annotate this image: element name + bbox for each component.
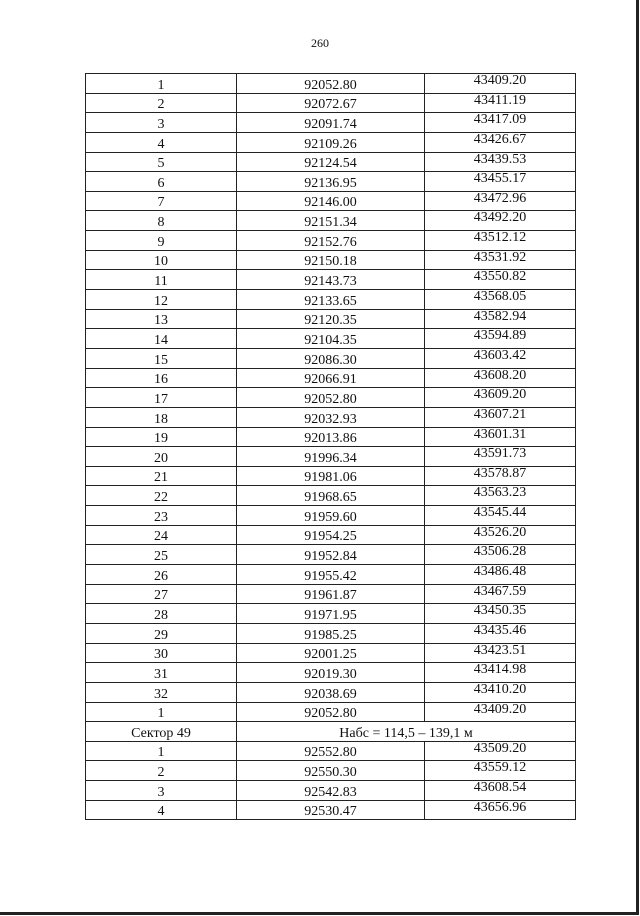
table-row (86, 427, 576, 447)
x-coordinate: 92052.80 (237, 74, 425, 94)
table-row (86, 231, 576, 251)
point-number: 7 (86, 191, 237, 211)
y-coordinate: 43656.96 (425, 800, 576, 820)
table-row (86, 113, 576, 133)
y-coordinate: 43417.09 (425, 113, 576, 133)
table-row (86, 388, 576, 408)
x-coordinate: 91955.42 (237, 565, 425, 585)
y-coordinate: 43568.05 (425, 290, 576, 310)
x-coordinate: 92091.74 (237, 113, 425, 133)
y-coordinate: 43435.46 (425, 623, 576, 643)
table-row (86, 702, 576, 722)
x-coordinate: 92066.91 (237, 368, 425, 388)
table-row (86, 663, 576, 683)
table-row (86, 93, 576, 113)
table-row (86, 604, 576, 624)
x-coordinate: 92072.67 (237, 93, 425, 113)
x-coordinate: 92032.93 (237, 407, 425, 427)
x-coordinate: 92019.30 (237, 663, 425, 683)
y-coordinate: 43582.94 (425, 309, 576, 329)
table-row (86, 466, 576, 486)
y-coordinate: 43409.20 (425, 74, 576, 94)
y-coordinate: 43608.54 (425, 781, 576, 801)
point-number: 31 (86, 663, 237, 683)
y-coordinate: 43411.19 (425, 93, 576, 113)
x-coordinate: 92104.35 (237, 329, 425, 349)
y-coordinate: 43545.44 (425, 506, 576, 526)
y-coordinate: 43550.82 (425, 270, 576, 290)
x-coordinate: 92013.86 (237, 427, 425, 447)
y-coordinate: 43509.20 (425, 741, 576, 761)
point-number: 16 (86, 368, 237, 388)
x-coordinate: 92109.26 (237, 132, 425, 152)
point-number: 4 (86, 132, 237, 152)
table-row (86, 309, 576, 329)
x-coordinate: 91959.60 (237, 506, 425, 526)
table-row (86, 447, 576, 467)
x-coordinate: 92152.76 (237, 231, 425, 251)
y-coordinate: 43414.98 (425, 663, 576, 683)
point-number: 27 (86, 584, 237, 604)
table-row (86, 172, 576, 192)
table-row (86, 623, 576, 643)
y-coordinate: 43591.73 (425, 447, 576, 467)
point-number: 32 (86, 682, 237, 702)
table-row (86, 682, 576, 702)
x-coordinate: 92552.80 (237, 741, 425, 761)
sector-label: Сектор 49 (86, 722, 237, 742)
table-row (86, 329, 576, 349)
table-row (86, 211, 576, 231)
x-coordinate: 92143.73 (237, 270, 425, 290)
x-coordinate: 92530.47 (237, 800, 425, 820)
x-coordinate: 91961.87 (237, 584, 425, 604)
x-coordinate: 92150.18 (237, 250, 425, 270)
point-number: 2 (86, 93, 237, 113)
coordinates-table (85, 73, 576, 820)
point-number: 3 (86, 781, 237, 801)
point-number: 2 (86, 761, 237, 781)
x-coordinate: 91952.84 (237, 545, 425, 565)
table-row (86, 545, 576, 565)
table-row (86, 74, 576, 94)
x-coordinate: 92052.80 (237, 388, 425, 408)
y-coordinate: 43601.31 (425, 427, 576, 447)
y-coordinate: 43410.20 (425, 682, 576, 702)
point-number: 13 (86, 309, 237, 329)
y-coordinate: 43426.67 (425, 132, 576, 152)
x-coordinate: 92086.30 (237, 348, 425, 368)
point-number: 24 (86, 525, 237, 545)
point-number: 29 (86, 623, 237, 643)
x-coordinate: 92542.83 (237, 781, 425, 801)
table-row (86, 565, 576, 585)
y-coordinate: 43603.42 (425, 348, 576, 368)
point-number: 4 (86, 800, 237, 820)
x-coordinate: 92133.65 (237, 290, 425, 310)
point-number: 18 (86, 407, 237, 427)
point-number: 23 (86, 506, 237, 526)
y-coordinate: 43609.20 (425, 388, 576, 408)
table-row (86, 781, 576, 801)
y-coordinate: 43526.20 (425, 525, 576, 545)
table-row (86, 191, 576, 211)
x-coordinate: 91996.34 (237, 447, 425, 467)
y-coordinate: 43450.35 (425, 604, 576, 624)
y-coordinate: 43439.53 (425, 152, 576, 172)
point-number: 8 (86, 211, 237, 231)
point-number: 9 (86, 231, 237, 251)
x-coordinate: 92052.80 (237, 702, 425, 722)
table-row (86, 290, 576, 310)
table-row (86, 270, 576, 290)
table-row (86, 525, 576, 545)
point-number: 1 (86, 74, 237, 94)
table-row (86, 152, 576, 172)
point-number: 19 (86, 427, 237, 447)
y-coordinate: 43472.96 (425, 191, 576, 211)
y-coordinate: 43492.20 (425, 211, 576, 231)
y-coordinate: 43563.23 (425, 486, 576, 506)
x-coordinate: 92124.54 (237, 152, 425, 172)
y-coordinate: 43608.20 (425, 368, 576, 388)
x-coordinate: 92120.35 (237, 309, 425, 329)
y-coordinate: 43594.89 (425, 329, 576, 349)
table-row (86, 486, 576, 506)
point-number: 17 (86, 388, 237, 408)
x-coordinate: 91981.06 (237, 466, 425, 486)
x-coordinate: 92146.00 (237, 191, 425, 211)
x-coordinate: 91954.25 (237, 525, 425, 545)
point-number: 3 (86, 113, 237, 133)
x-coordinate: 92001.25 (237, 643, 425, 663)
height-range: Набс = 114,5 – 139,1 м (237, 722, 576, 742)
table-row (86, 643, 576, 663)
y-coordinate: 43578.87 (425, 466, 576, 486)
point-number: 1 (86, 741, 237, 761)
point-number: 28 (86, 604, 237, 624)
point-number: 14 (86, 329, 237, 349)
y-coordinate: 43467.59 (425, 584, 576, 604)
x-coordinate: 92151.34 (237, 211, 425, 231)
y-coordinate: 43423.51 (425, 643, 576, 663)
y-coordinate: 43486.48 (425, 565, 576, 585)
x-coordinate: 91985.25 (237, 623, 425, 643)
point-number: 11 (86, 270, 237, 290)
table-row (86, 506, 576, 526)
table-row (86, 132, 576, 152)
coordinates-table-body (86, 74, 576, 820)
page-number: 260 (311, 36, 329, 50)
x-coordinate: 91968.65 (237, 486, 425, 506)
table-row (86, 741, 576, 761)
point-number: 12 (86, 290, 237, 310)
y-coordinate: 43455.17 (425, 172, 576, 192)
table-row (86, 584, 576, 604)
point-number: 26 (86, 565, 237, 585)
point-number: 15 (86, 348, 237, 368)
point-number: 5 (86, 152, 237, 172)
point-number: 30 (86, 643, 237, 663)
table-row (86, 800, 576, 820)
x-coordinate: 92038.69 (237, 682, 425, 702)
point-number: 1 (86, 702, 237, 722)
y-coordinate: 43607.21 (425, 407, 576, 427)
y-coordinate: 43409.20 (425, 702, 576, 722)
point-number: 22 (86, 486, 237, 506)
x-coordinate: 91971.95 (237, 604, 425, 624)
point-number: 20 (86, 447, 237, 467)
point-number: 6 (86, 172, 237, 192)
table-row (86, 250, 576, 270)
table-row (86, 348, 576, 368)
table-row (86, 407, 576, 427)
y-coordinate: 43512.12 (425, 231, 576, 251)
y-coordinate: 43506.28 (425, 545, 576, 565)
x-coordinate: 92136.95 (237, 172, 425, 192)
x-coordinate: 92550.30 (237, 761, 425, 781)
y-coordinate: 43531.92 (425, 250, 576, 270)
sector-header-row (86, 722, 576, 742)
y-coordinate: 43559.12 (425, 761, 576, 781)
table-row (86, 761, 576, 781)
point-number: 25 (86, 545, 237, 565)
table-row (86, 368, 576, 388)
point-number: 10 (86, 250, 237, 270)
point-number: 21 (86, 466, 237, 486)
